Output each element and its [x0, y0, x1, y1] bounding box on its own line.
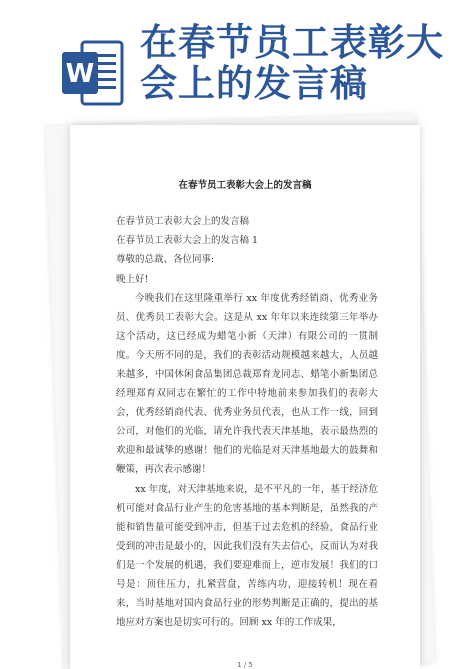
- document-title: 在春节员工表彰大会上的发言稿: [140, 21, 444, 105]
- svg-text:W: W: [65, 59, 95, 89]
- salutation: 尊敬的总裁、各位同事:: [116, 254, 215, 265]
- paragraph-1: 今晚我们在这里隆重举行 xx 年度优秀经销商、优秀业务员、优秀员工表彰大会。这是从 xx 年年以来连续第三年举办这个活动，这已经成为蜡笔小新（天津）有限公司的一贯制度。今天所不同的是，我们的表彰活动规模越来越大，人员越来越多，中国休闲食品集团总裁郑育龙同志、蜡笔小新集团总经理郑育双同志在繁忙的工作中特地前来参加我们的表彰大会，优秀经销商代表、优秀业务员代表，也从工作一线，回到公司，对他们的光临，请允许我代表天津基地，表示最热烈的欢迎和最诚挚的感谢！他们的光临是对天津基地最大的鼓舞和鞭策，再次表示感谢！: [116, 293, 378, 475]
- page-heading: 在春节员工表彰大会上的发言稿: [178, 180, 312, 191]
- greeting: 晚上好!: [116, 274, 149, 285]
- document-header: [0, 0, 474, 112]
- text-line: 在春节员工表彰大会上的发言稿 1: [116, 235, 259, 246]
- document-page: [70, 125, 420, 669]
- text-line: 在春节员工表彰大会上的发言稿: [116, 216, 250, 227]
- paragraph-2: xx 年度，对天津基地来说，是不平凡的一年，基于经济危机可能对食品行业产生的危害基地的基本判断是，虽然我的产能和销售量可能受到冲击，但基于过去危机的经验，食品行业受到的冲击是最小的，因此我们没有失去信心，反而认为对我们是一个发展的机遇，我们要迎难而上，逆市发展！我们的口号是：顶住压力，扎紧营盘，苦练内功，迎接转机！现在看来，当时基地对国内食品行业的形势判断是正确的，提出的基地应对方案也是切实可行的。回顾 xx 年的工作成果，: [116, 484, 378, 628]
- page-number: 1 / 5: [237, 661, 253, 669]
- word-icon: [62, 38, 124, 108]
